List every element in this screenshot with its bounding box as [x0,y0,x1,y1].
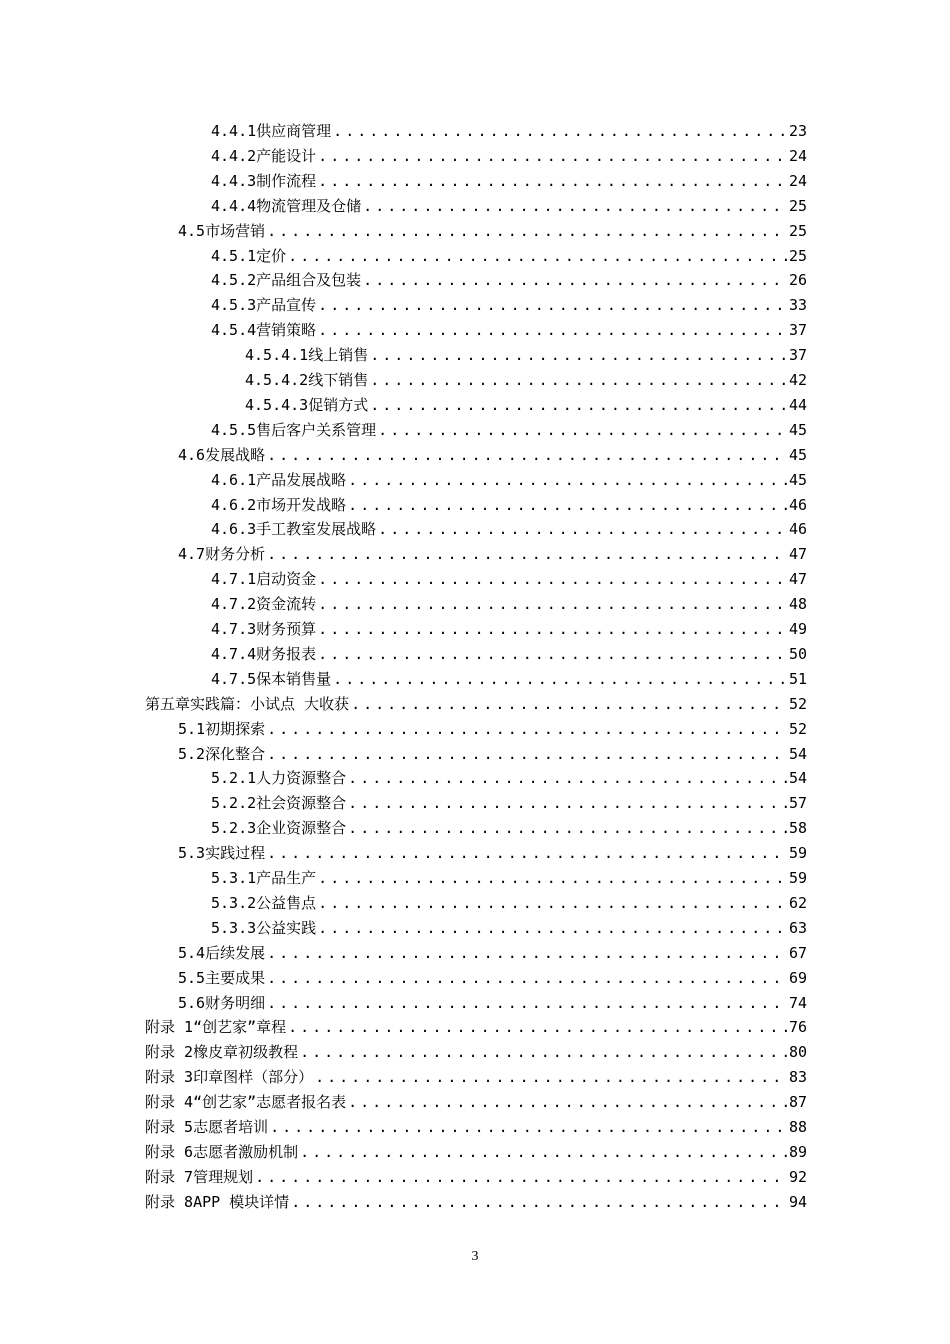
toc-entry-number: 4.7.3 [211,620,257,638]
toc-entry-title: 定价 [256,247,287,265]
toc-entry-number: 4.7.1 [211,570,257,588]
toc-entry[interactable] [145,1187,807,1212]
toc-entry-title: 制作流程 [256,172,317,190]
toc-entry-page: 83 [789,1068,808,1086]
toc-dot-leader [318,619,787,639]
toc-entry-page: 52 [789,695,808,713]
toc-entry-page: 23 [789,122,808,140]
toc-dot-leader [291,1192,787,1212]
toc-entry-title: 产能设计 [256,147,317,165]
toc-entry-number: 4.5.4.3 [245,396,309,414]
toc-entry-page: 37 [789,321,808,339]
toc-dot-leader [267,744,787,764]
toc-entry-number: 4.7.4 [211,645,257,663]
toc-entry-title: 志愿者激励机制 [193,1143,299,1161]
toc-entry[interactable] [145,1012,807,1037]
toc-entry[interactable] [211,166,807,191]
toc-entry-page: 87 [789,1093,808,1111]
toc-entry-page: 89 [789,1143,808,1161]
toc-entry-title: 财务预算 [256,620,317,638]
toc-entry[interactable] [211,465,807,490]
toc-dot-leader [348,793,787,813]
toc-entry-title: 产品发展战略 [256,471,347,489]
toc-entry-page: 52 [789,720,808,738]
toc-entry-number: 5.6 [178,994,206,1012]
toc-entry-title: 市场营销 [205,222,266,240]
toc-entry-title: 主要成果 [205,969,266,987]
toc-entry-title: 营销策略 [256,321,317,339]
toc-dot-leader [318,146,787,166]
toc-entry-number: 附录 3 [145,1068,194,1086]
toc-entry-number: 5.2.3 [211,819,257,837]
toc-entry-number: 5.2.1 [211,769,257,787]
toc-entry-title: 产品生产 [256,869,317,887]
toc-entry[interactable] [211,788,807,813]
toc-entry-title: 线下销售 [308,371,369,389]
toc-entry[interactable] [245,340,807,365]
toc-dot-leader [300,1142,787,1162]
toc-entry-title: 促销方式 [308,396,369,414]
toc-entry-page: 45 [789,446,808,464]
toc-entry-title: 财务明细 [205,994,266,1012]
toc-entry-title: 管理规划 [193,1168,254,1186]
toc-entry-title: 财务分析 [205,545,266,563]
toc-entry[interactable] [245,390,807,415]
toc-entry-number: 5.5 [178,969,206,987]
toc-entry-title: 志愿者培训 [193,1118,269,1136]
toc-entry-title: 产品组合及包装 [256,271,362,289]
toc-entry-page: 54 [789,769,808,787]
toc-entry-page: 24 [789,172,808,190]
toc-entry-page: 37 [789,346,808,364]
toc-dot-leader [318,594,787,614]
toc-entry-number: 附录 8 [145,1193,194,1211]
toc-dot-leader [318,868,787,888]
toc-entry[interactable] [178,963,807,988]
toc-entry-number: 4.5.3 [211,296,257,314]
toc-dot-leader [255,1167,787,1187]
toc-entry-title: 产品宣传 [256,296,317,314]
toc-dot-leader [370,345,787,365]
toc-dot-leader [318,644,787,664]
toc-entry-page: 42 [789,371,808,389]
toc-entry[interactable] [211,813,807,838]
toc-entry-number: 4.7 [178,545,206,563]
toc-entry-number: 4.7.2 [211,595,257,613]
toc-entry[interactable] [178,440,807,465]
toc-entry-number: 附录 4 [145,1093,194,1111]
toc-entry-number: 5.3.3 [211,919,257,937]
toc-entry-number: 5.3.2 [211,894,257,912]
toc-dot-leader [267,719,787,739]
toc-entry[interactable] [245,365,807,390]
toc-entry-number: 第五章 [145,695,191,713]
toc-entry[interactable] [211,290,807,315]
toc-dot-leader [267,221,787,241]
toc-entry-title: 财务报表 [256,645,317,663]
toc-entry[interactable] [178,539,807,564]
toc-entry-title: 后续发展 [205,944,266,962]
toc-entry-title: “创艺家”章程 [193,1018,287,1036]
toc-entry-number: 4.5.4 [211,321,257,339]
toc-dot-leader [270,1117,787,1137]
page-number: 3 [471,1249,479,1264]
toc-entry-title: 企业资源整合 [256,819,347,837]
toc-entry-title: 发展战略 [205,446,266,464]
toc-entry[interactable] [211,913,807,938]
toc-entry-page: 46 [789,520,808,538]
toc-entry-number: 4.4.2 [211,147,257,165]
toc-entry-number: 5.3.1 [211,869,257,887]
toc-entry[interactable] [211,888,807,913]
toc-entry-title: 手工教室发展战略 [256,520,377,538]
toc-entry[interactable] [145,1087,807,1112]
toc-dot-leader [267,843,787,863]
toc-entry-title: 印章图样（部分） [193,1068,314,1086]
toc-dot-leader [318,893,787,913]
toc-entry-page: 46 [789,496,808,514]
toc-entry-page: 76 [789,1018,808,1036]
toc-entry-title: 启动资金 [256,570,317,588]
toc-entry-page: 44 [789,396,808,414]
toc-entry-number: 4.5.2 [211,271,257,289]
toc-entry-title: 线上销售 [308,346,369,364]
toc-entry-page: 88 [789,1118,808,1136]
toc-entry-number: 4.6 [178,446,206,464]
toc-entry-page: 24 [789,147,808,165]
toc-dot-leader [378,519,787,539]
toc-entry[interactable] [178,714,807,739]
toc-entry-page: 59 [789,869,808,887]
toc-dot-leader [318,295,787,315]
toc-entry-page: 33 [789,296,808,314]
toc-entry-number: 4.4.4 [211,197,257,215]
toc-entry[interactable] [211,863,807,888]
toc-dot-leader [318,569,787,589]
toc-entry[interactable] [178,988,807,1013]
toc-entry[interactable] [211,589,807,614]
toc-entry[interactable] [211,141,807,166]
toc-dot-leader [378,420,787,440]
toc-entry-page: 59 [789,844,808,862]
toc-entry-title: 实践过程 [205,844,266,862]
toc-entry[interactable] [145,689,807,714]
toc-entry[interactable] [211,191,807,216]
toc-entry-page: 45 [789,421,808,439]
toc-entry[interactable] [211,315,807,340]
toc-entry[interactable] [145,1037,807,1062]
toc-entry-title: APP 模块详情 [193,1193,290,1211]
toc-entry-page: 92 [789,1168,808,1186]
toc-dot-leader [267,445,787,465]
toc-entry[interactable] [211,116,807,141]
toc-dot-leader [267,968,787,988]
toc-entry-page: 45 [789,471,808,489]
toc-dot-leader [288,246,787,266]
toc-dot-leader [318,320,787,340]
toc-entry[interactable] [211,241,807,266]
toc-entry-title: 公益售点 [256,894,317,912]
toc-entry-title: 售后客户关系管理 [256,421,377,439]
toc-entry-page: 51 [789,670,808,688]
toc-entry-number: 附录 5 [145,1118,194,1136]
toc-entry-page: 50 [789,645,808,663]
toc-dot-leader [288,1017,787,1037]
toc-entry-title: 社会资源整合 [256,794,347,812]
toc-entry-page: 80 [789,1043,808,1061]
toc-dot-leader [363,196,787,216]
toc-entry[interactable] [211,763,807,788]
toc-entry[interactable] [211,490,807,515]
toc-dot-leader [300,1042,787,1062]
toc-entry-title: 橡皮章初级教程 [193,1043,299,1061]
toc-entry-number: 4.4.1 [211,122,257,140]
toc-entry[interactable] [145,1112,807,1137]
toc-entry-number: 5.1 [178,720,206,738]
toc-entry[interactable] [178,938,807,963]
toc-dot-leader [318,171,787,191]
toc-entry-page: 69 [789,969,808,987]
toc-entry[interactable] [145,1137,807,1162]
toc-entry-title: 供应商管理 [256,122,332,140]
toc-entry-page: 94 [789,1193,808,1211]
toc-entry-title: 保本销售量 [256,670,332,688]
toc-entry-page: 67 [789,944,808,962]
toc-dot-leader [348,768,787,788]
toc-entry-page: 58 [789,819,808,837]
toc-dot-leader [351,694,787,714]
toc-entry[interactable] [211,664,807,689]
toc-entry-title: 人力资源整合 [256,769,347,787]
toc-dot-leader [318,918,787,938]
toc-dot-leader [348,1092,787,1112]
toc-entry-number: 4.5.4.1 [245,346,309,364]
toc-entry-title: 资金流转 [256,595,317,613]
toc-entry-page: 47 [789,570,808,588]
toc-entry-page: 25 [789,222,808,240]
toc-entry[interactable] [211,265,807,290]
toc-dot-leader [333,669,787,689]
toc-entry-number: 5.4 [178,944,206,962]
toc-entry-number: 4.4.3 [211,172,257,190]
toc-entry-number: 4.6.3 [211,520,257,538]
toc-entry-title: “创艺家”志愿者报名表 [193,1093,347,1111]
toc-entry-page: 25 [789,247,808,265]
toc-entry[interactable] [211,514,807,539]
toc-entry[interactable] [178,739,807,764]
toc-dot-leader [348,470,787,490]
toc-entry-page: 48 [789,595,808,613]
toc-entry-page: 47 [789,545,808,563]
toc-entry[interactable] [178,216,807,241]
toc-entry-page: 62 [789,894,808,912]
toc-dot-leader [267,993,787,1013]
toc-entry-number: 附录 6 [145,1143,194,1161]
toc-entry[interactable] [211,415,807,440]
toc-entry-number: 4.7.5 [211,670,257,688]
toc-entry[interactable] [178,838,807,863]
toc-entry[interactable] [145,1162,807,1187]
toc-entry-number: 4.5.4.2 [245,371,309,389]
toc-entry-number: 4.5.1 [211,247,257,265]
toc-entry-title: 实践篇：小试点 大收获 [190,695,350,713]
toc-dot-leader [363,270,787,290]
toc-entry-number: 4.5.5 [211,421,257,439]
toc-entry-page: 49 [789,620,808,638]
toc-entry-number: 5.2 [178,745,206,763]
toc-dot-leader [370,395,787,415]
toc-entry-title: 物流管理及仓储 [256,197,362,215]
toc-entry-page: 63 [789,919,808,937]
toc-dot-leader [333,121,787,141]
toc-entry-page: 74 [789,994,808,1012]
toc-entry-title: 深化整合 [205,745,266,763]
toc-entry[interactable] [211,564,807,589]
toc-entry-page: 57 [789,794,808,812]
toc-entry-title: 初期探索 [205,720,266,738]
toc-entry[interactable] [145,1062,807,1087]
toc-dot-leader [267,943,787,963]
toc-dot-leader [370,370,787,390]
toc-dot-leader [315,1067,787,1087]
toc-entry[interactable] [211,614,807,639]
toc-entry-page: 26 [789,271,808,289]
toc-entry-number: 附录 1 [145,1018,194,1036]
toc-entry-number: 4.6.2 [211,496,257,514]
toc-entry-title: 市场开发战略 [256,496,347,514]
toc-dot-leader [348,495,787,515]
toc-entry-number: 4.5 [178,222,206,240]
toc-entry[interactable] [211,639,807,664]
toc-entry-title: 公益实践 [256,919,317,937]
toc-entry-page: 54 [789,745,808,763]
toc-entry-number: 5.3 [178,844,206,862]
toc-entry-number: 4.6.1 [211,471,257,489]
toc-entry-page: 25 [789,197,808,215]
toc-entry-number: 5.2.2 [211,794,257,812]
toc-dot-leader [267,544,787,564]
toc-entry-number: 附录 2 [145,1043,194,1061]
toc-dot-leader [348,818,787,838]
toc-entry-number: 附录 7 [145,1168,194,1186]
